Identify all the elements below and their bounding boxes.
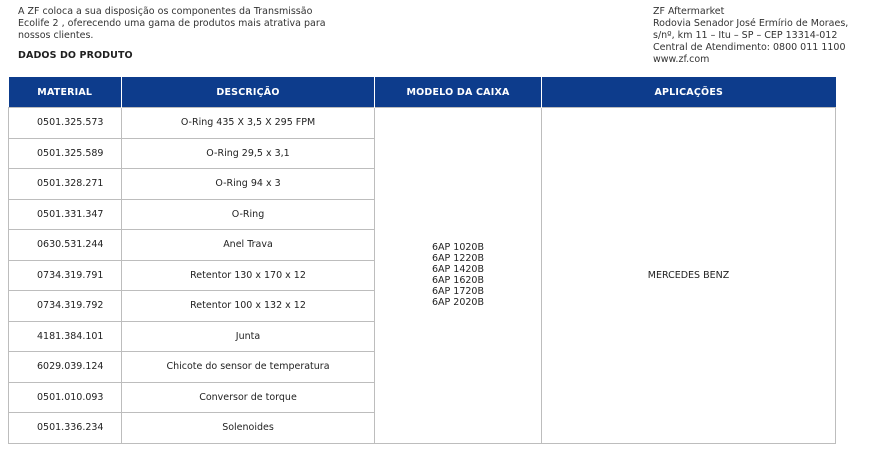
header-material: MATERIAL [9, 77, 122, 108]
model-item: 6AP 1720B [432, 286, 484, 298]
intro-text [18, 6, 348, 42]
model-item: 6AP 1420B [432, 264, 484, 276]
model-cell [375, 108, 542, 444]
material-cell: 0501.331.347 [9, 199, 122, 230]
material-cell: 0501.325.589 [9, 138, 122, 169]
description-cell: Junta [122, 321, 375, 352]
description-cell: Solenoides [122, 413, 375, 444]
header-modelo: MODELO DA CAIXA [375, 77, 542, 108]
description-cell: Retentor 100 x 132 x 12 [122, 291, 375, 322]
header-descricao: DESCRIÇÃO [122, 77, 375, 108]
application-cell: MERCEDES BENZ [542, 108, 836, 444]
intro-line: nossos clientes. [18, 30, 94, 41]
description-cell: O-Ring 94 x 3 [122, 169, 375, 200]
product-table [8, 77, 836, 444]
material-cell: 0501.328.271 [9, 169, 122, 200]
material-cell: 0501.325.573 [9, 108, 122, 139]
model-item: 6AP 1020B [432, 242, 484, 254]
website-link[interactable]: www.zf.com [653, 54, 710, 65]
table-row [9, 108, 836, 139]
material-cell: 0734.319.791 [9, 260, 122, 291]
model-item: 6AP 2020B [432, 297, 484, 309]
intro-line: Ecolife 2 , oferecendo uma gama de produtos mais atrativa para [18, 18, 326, 29]
material-cell: 4181.384.101 [9, 321, 122, 352]
description-cell: Chicote do sensor de temperatura [122, 352, 375, 383]
phone-line: Central de Atendimento: 0800 011 1100 [653, 42, 846, 53]
address-line: Rodovia Senador José Ermírio de Moraes, [653, 18, 849, 29]
description-cell: O-Ring [122, 199, 375, 230]
model-item: 6AP 1620B [432, 275, 484, 287]
table-header-row [9, 77, 836, 108]
address-line: s/nº, km 11 – Itu – SP – CEP 13314-012 [653, 30, 838, 41]
description-cell: Conversor de torque [122, 382, 375, 413]
material-cell: 0734.319.792 [9, 291, 122, 322]
material-cell: 6029.039.124 [9, 352, 122, 383]
description-cell: O-Ring 29,5 x 3,1 [122, 138, 375, 169]
material-cell: 0630.531.244 [9, 230, 122, 261]
header-aplicacoes: APLICAÇÕES [542, 77, 836, 108]
material-cell: 0501.010.093 [9, 382, 122, 413]
description-cell: O-Ring 435 X 3,5 X 295 FPM [122, 108, 375, 139]
description-cell: Retentor 130 x 170 x 12 [122, 260, 375, 291]
contact-block [653, 6, 878, 66]
intro-line: A ZF coloca a sua disposição os componentes da Transmissão [18, 6, 313, 17]
description-cell: Anel Trava [122, 230, 375, 261]
section-title: DADOS DO PRODUTO [18, 50, 133, 61]
model-item: 6AP 1220B [432, 253, 484, 265]
material-cell: 0501.336.234 [9, 413, 122, 444]
company-name: ZF Aftermarket [653, 6, 725, 17]
